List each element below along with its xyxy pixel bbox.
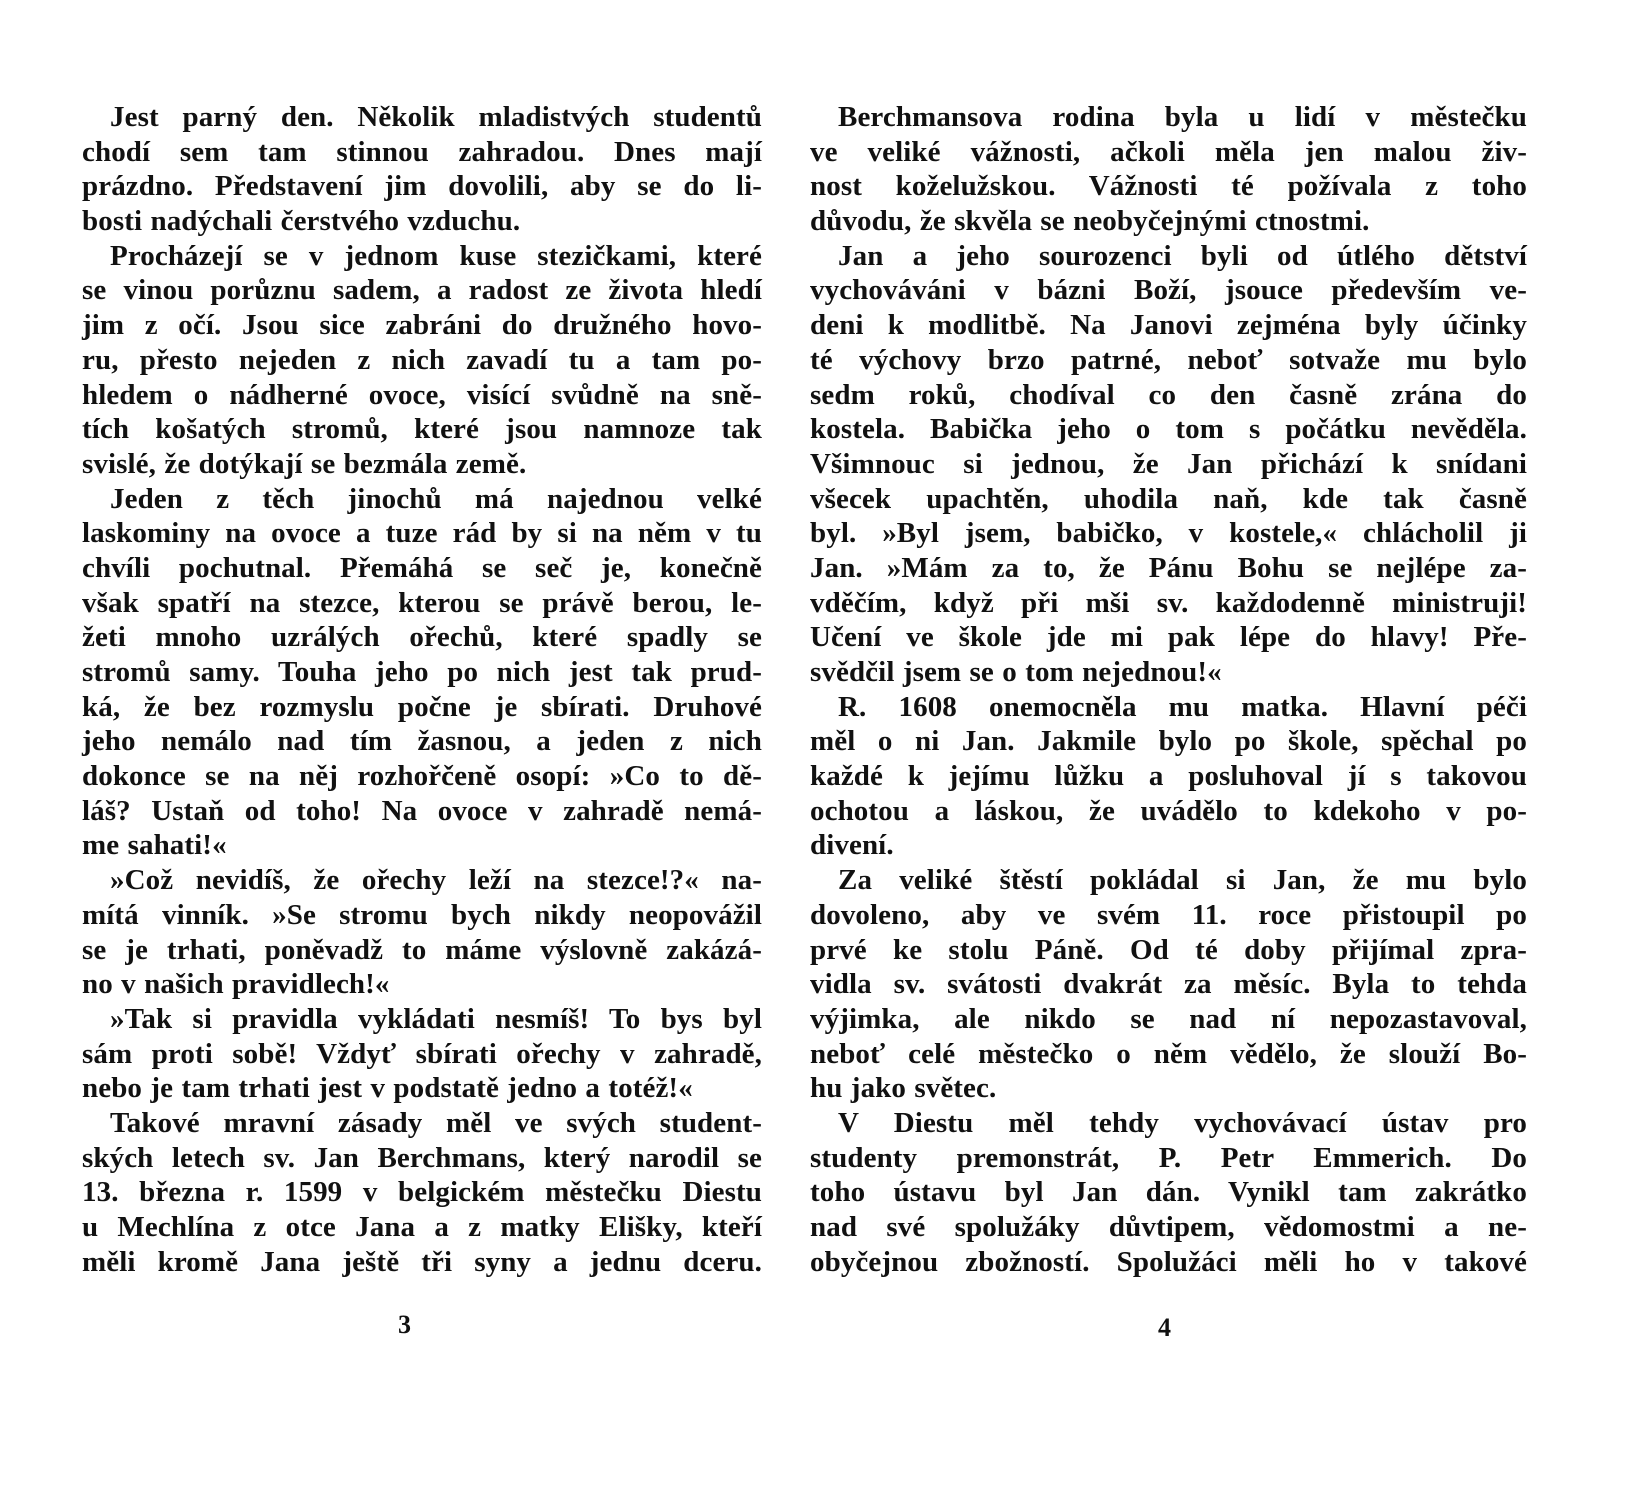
text-line: sám proti sobě! Vždyť sbírati ořechy v zahradě, [82, 1037, 762, 1070]
text-line: všecek upachtěn, uhodila naň, kde tak časně [810, 482, 1527, 515]
text-line: tích košatých stromů, které jsou namnoze tak [82, 413, 762, 446]
text-line: obyčejnou zbožností. Spolužáci měli ho v takové [810, 1245, 1527, 1278]
page-number-left: 3 [398, 1310, 411, 1339]
text-line: žeti mnoho uzrálých ořechů, které spadly se [82, 621, 762, 654]
text-line: nad své spolužáky důvtipem, vědomostmi a ne- [810, 1211, 1527, 1243]
text-line: dovoleno, aby ve svém 11. roce přistoupil po [810, 898, 1527, 931]
text-line: Berchmansova rodina byla u lidí v městečku [838, 101, 1527, 133]
text-line: té výchovy brzo patrné, neboť sotvaže mu bylo [810, 343, 1527, 376]
text-line: ských letech sv. Jan Berchmans, který narodil se [82, 1141, 762, 1174]
text-line: prázdno. Představení jim dovolili, aby se do li- [82, 170, 762, 203]
text-line: Jan a jeho sourozenci byli od útlého dětství [838, 239, 1527, 272]
text-line: ká, že bez rozmyslu počne je sbírati. Druhové [82, 690, 762, 723]
text-line: laskominy na ovoce a tuze rád by si na něm v tu [82, 517, 762, 550]
paragraph [810, 239, 1527, 690]
text-line: však spatří na stezce, kterou se právě berou, le- [82, 586, 762, 619]
page-number-right: 4 [1158, 1313, 1171, 1342]
paragraph [810, 100, 1527, 239]
text-line: ve veliké vážnosti, ačkoli měla jen malou živ- [810, 135, 1527, 168]
text-line: »Tak si pravidla vykládati nesmíš! To bys byl [110, 1002, 762, 1035]
text-line: byl. »Byl jsem, babičko, v kostele,« chlácholil ji [810, 517, 1527, 550]
text-line: dokonce se na něj rozhořčeně osopí: »Co to dě- [82, 760, 762, 793]
text-line: »Což nevidíš, že ořechy leží na stezce!?« na- [110, 864, 762, 897]
text-line: Jest parný den. Několik mladistvých studentů [110, 101, 762, 133]
paragraph [82, 482, 762, 864]
text-line: ochotou a láskou, že uvádělo to kdekoho v po- [810, 794, 1527, 827]
text-line: me sahati!« [82, 829, 227, 862]
text-line: vidla sv. svátosti dvakrát za měsíc. Byla to tehda [810, 968, 1527, 1001]
text-line: jeho nemálo nad tím žasnou, a jeden z nich [82, 725, 762, 758]
text-line: Učení ve škole jde mi pak lépe do hlavy! Pře- [810, 621, 1527, 654]
text-line: vděčím, když při mši sv. každodenně ministruji! [810, 586, 1527, 619]
text-line: studenty premonstrát, P. Petr Emmerich. Do [810, 1141, 1527, 1174]
text-line: divení. [810, 829, 894, 862]
text-line: důvodu, že skvěla se neobyčejnými ctnostmi. [810, 205, 1370, 238]
text-line: stromů samy. Touha jeho po nich jest tak prud- [82, 656, 762, 688]
text-line: sedm roků, chodíval co den časně zrána do [810, 378, 1527, 411]
text-line: deni k modlitbě. Na Janovi zejména byly účinky [810, 309, 1527, 342]
paragraph [82, 863, 762, 1002]
paragraph [82, 100, 762, 239]
text-line: svislé, že dotýkají se bezmála země. [82, 447, 527, 480]
paragraph [810, 690, 1527, 863]
text-line: Jan. »Mám za to, že Pánu Bohu se nejlépe za- [810, 551, 1527, 584]
text-line: každé k jejímu lůžku a posluhoval jí s takovou [810, 760, 1527, 793]
paragraph [810, 1106, 1527, 1279]
text-line: Všimnouc si jednou, že Jan přichází k snídani [810, 447, 1527, 480]
text-line: se je trhati, poněvadž to máme výslovně zakázá- [82, 933, 762, 966]
text-line: nebo je tam trhati jest v podstatě jedno a totéž!« [82, 1072, 693, 1105]
text-line: hledem o nádherné ovoce, visící svůdně na sně- [82, 378, 762, 411]
text-line: kostela. Babička jeho o tom s počátku nevěděla. [810, 413, 1527, 446]
text-line: výjimka, ale nikdo se nad ní nepozastavoval, [810, 1002, 1527, 1035]
text-line: svědčil jsem se o tom nejednou!« [810, 656, 1222, 688]
text-line: jim z očí. Jsou sice zabráni do družného hovo- [82, 309, 762, 342]
text-line: chodí sem tam stinnou zahradou. Dnes mají [82, 135, 762, 168]
paragraph [82, 1106, 762, 1279]
text-line: no v našich pravidlech!« [82, 968, 390, 1001]
page-left-text [82, 100, 762, 1279]
text-line: láš? Ustaň od toho! Na ovoce v zahradě nemá- [82, 794, 762, 827]
text-line: nost koželužskou. Vážnosti té požívala z toho [810, 170, 1527, 203]
text-line: R. 1608 onemocněla mu matka. Hlavní péči [838, 690, 1527, 723]
paragraph [82, 1002, 762, 1106]
text-line: Takové mravní zásady měl ve svých student- [110, 1106, 762, 1139]
text-line: neboť celé městečko o něm vědělo, že slouží Bo- [810, 1037, 1527, 1070]
text-line: vychováváni v bázni Boží, jsouce především ve- [810, 274, 1527, 307]
text-line: Jeden z těch jinochů má najednou velké [110, 482, 762, 515]
text-line: bosti nadýchali čerstvého vzduchu. [82, 205, 521, 238]
text-line: u Mechlína z otce Jana a z matky Elišky, kteří [82, 1211, 762, 1243]
text-line: měli kromě Jana ještě tři syny a jednu dceru. [82, 1245, 762, 1278]
paragraph [810, 863, 1527, 1106]
text-line: chvíli pochutnal. Přemáhá se seč je, konečně [82, 551, 762, 584]
paragraph [82, 239, 762, 482]
text-line: ru, přesto nejeden z nich zavadí tu a tam po- [82, 343, 762, 376]
text-line: 13. března r. 1599 v belgickém městečku Diestu [82, 1176, 762, 1209]
text-line: toho ústavu byl Jan dán. Vynikl tam zakrátko [810, 1176, 1527, 1209]
text-line: Procházejí se v jednom kuse stezičkami, které [110, 239, 762, 272]
text-line: Za veliké štěstí pokládal si Jan, že mu bylo [838, 864, 1527, 897]
text-line: V Diestu měl tehdy vychovávací ústav pro [838, 1106, 1527, 1139]
text-line: prvé ke stolu Páně. Od té doby přijímal zpra- [810, 933, 1527, 966]
text-line: měl o ni Jan. Jakmile bylo po škole, spěchal po [810, 725, 1527, 758]
text-line: se vinou porůznu sadem, a radost ze života hledí [82, 274, 762, 307]
page-right-text [810, 100, 1527, 1279]
text-line: mítá vinník. »Se stromu bych nikdy neopovážil [82, 898, 762, 931]
text-line: hu jako světec. [810, 1072, 997, 1105]
